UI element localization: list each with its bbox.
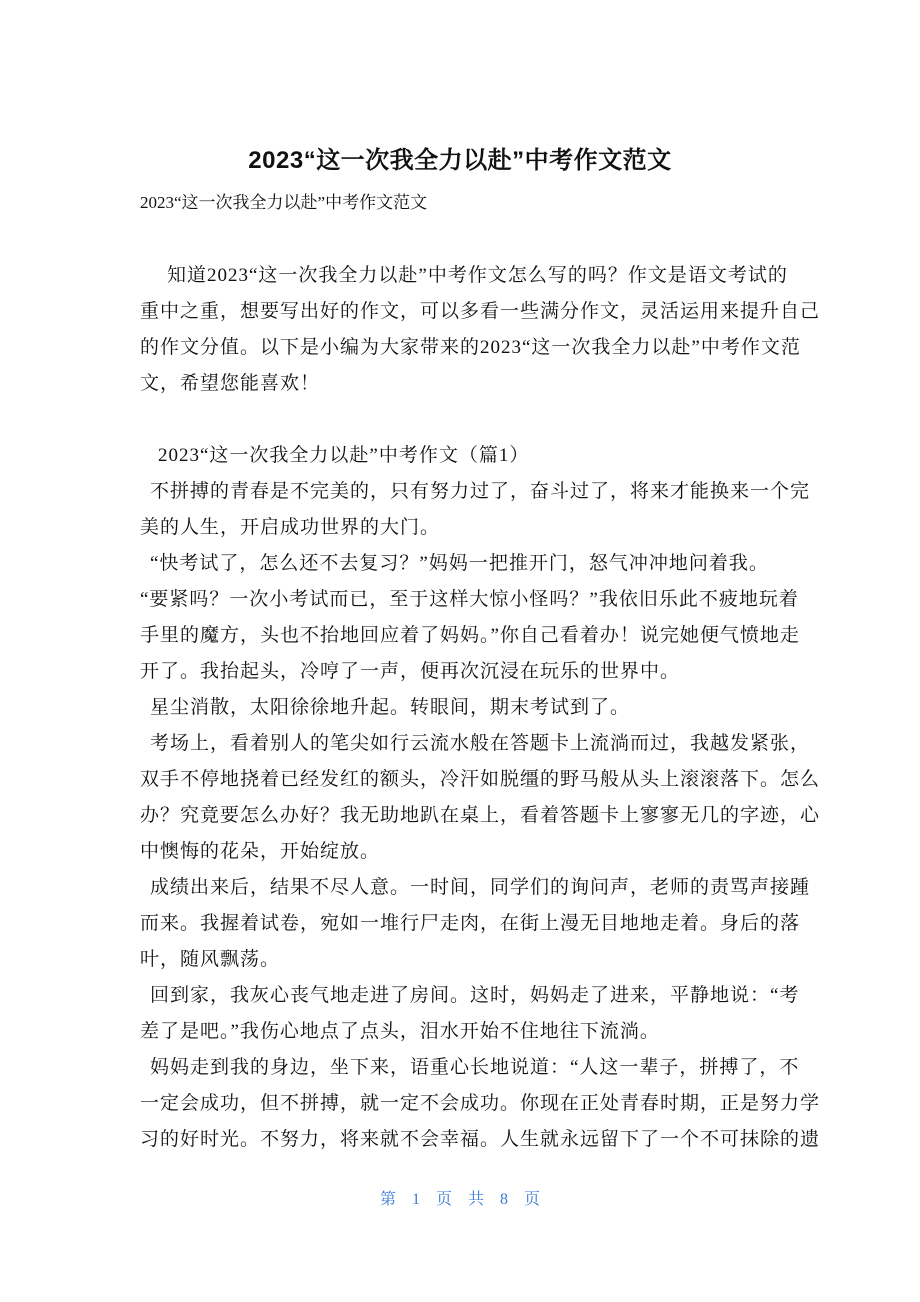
text-line: 开了。我抬起头，冷哼了一声，便再次沉浸在玩乐的世界中。 [140,661,681,682]
paragraph [140,870,811,978]
text-line: 一定会成功，但不拼搏，就一定不会成功。你现在正处青春时期，正是努力学 [140,1093,821,1114]
document-body [140,258,821,1158]
text-line: 妈妈走到我的身边，坐下来，语重心长地说道：“人这一辈子，拼搏了，不 [150,1057,800,1078]
text-line: 回到家，我灰心丧气地走进了房间。这时，妈妈走了进来，平静地说：“考 [150,985,800,1006]
paragraph [140,690,790,726]
document-title: 2023“这一次我全力以赴”中考作文范文 [248,147,672,174]
text-line: 美的人生，开启成功世界的大门。 [140,517,441,538]
text-line: 中懊悔的花朵，开始绽放。 [140,841,381,862]
text-line: 办？究竟要怎么办好？我无助地趴在桌上，看着答题卡上寥寥无几的字迹，心 [140,805,821,826]
text-line: 而来。我握着试卷，宛如一堆行尸走肉，在街上漫无目地地走着。身后的落 [140,913,801,934]
essay-paragraphs [140,474,821,1158]
text-line: 文，希望您能喜欢！ [140,373,321,394]
page-footer: 第 1 页 共 8 页 [379,1191,540,1208]
text-line: 习的好时光。不努力，将来就不会幸福。人生就永远留下了一个不可抹除的遗 [140,1129,821,1150]
paragraph [140,474,811,546]
paragraph [140,1050,821,1158]
text-line: “快考试了，怎么还不去复习？”妈妈一把推开门，怒气冲冲地问着我。 [150,553,769,574]
text-line: 手里的魔方，头也不抬地回应着了妈妈。”你自己看着办！说完她便气愤地走 [140,625,800,646]
paragraph [140,726,821,870]
intro-paragraph [140,258,821,402]
text-line: 的作文分值。以下是小编为大家带来的2023“这一次我全力以赴”中考作文范 [140,337,801,358]
text-line: 重中之重，想要写出好的作文，可以多看一些满分作文，灵活运用来提升自己 [140,301,821,322]
text-line: 考场上，看着别人的笔尖如行云流水般在答题卡上流淌而过，我越发紧张， [150,733,811,754]
text-line: 成绩出来后，结果不尽人意。一时间，同学们的询问声，老师的责骂声接踵 [150,877,811,898]
text-line: 不拼搏的青春是不完美的，只有努力过了，奋斗过了，将来才能换来一个完 [150,481,811,502]
document-subtitle: 2023“这一次我全力以赴”中考作文范文 [140,193,428,212]
paragraph [140,546,800,690]
text-line: 知道2023“这一次我全力以赴”中考作文怎么写的吗？作文是语文考试的 [167,265,788,286]
text-line: “要紧吗？一次小考试而已，至于这样大惊小怪吗？”我依旧乐此不疲地玩着 [140,589,799,610]
text-line: 叶，随风飘荡。 [140,949,281,970]
text-line: 星尘消散，太阳徐徐地升起。转眼间，期末考试到了。 [150,697,631,718]
text-line: 双手不停地挠着已经发红的额头，冷汗如脱缰的野马般从头上滚滚落下。怎么 [140,769,821,790]
essay-heading: 2023“这一次我全力以赴”中考作文（篇1） [158,445,530,466]
text-line: 差了是吧。”我伤心地点了点头，泪水开始不住地往下流淌。 [140,1021,660,1042]
paragraph [140,978,800,1050]
